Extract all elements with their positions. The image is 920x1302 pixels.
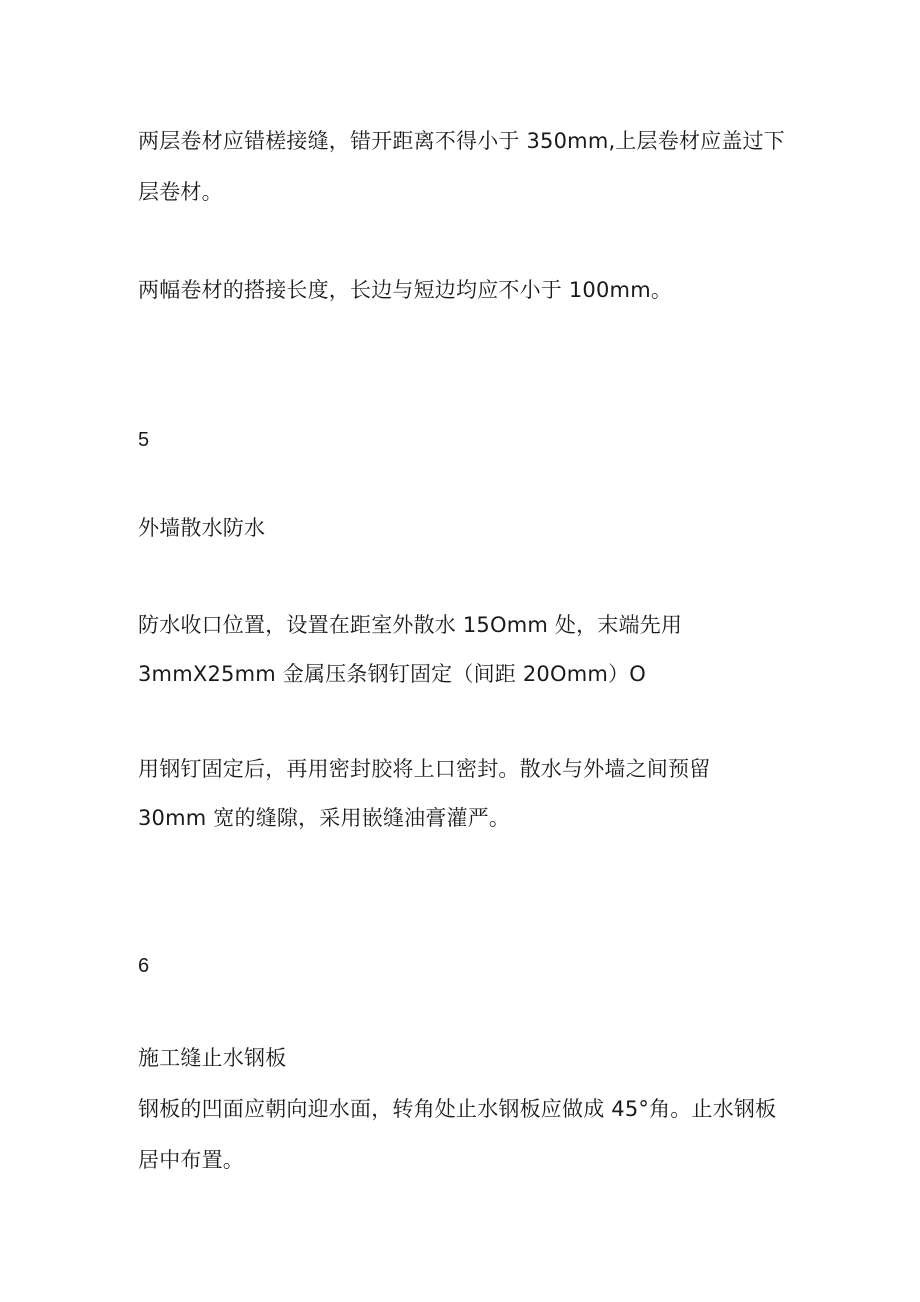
section-number: 6 <box>138 955 150 977</box>
paragraph-line: 钢板的凹面应朝向迎水面，转角处止水钢板应做成 45°角。止水钢板 <box>138 1097 777 1121</box>
paragraph-line: 两幅卷材的搭接长度，长边与短边均应不小于 100mm。 <box>138 278 673 302</box>
paragraph-line: 3mmX25mm 金属压条钢钉固定（间距 20Omm）O <box>138 662 646 686</box>
paragraph-line: 防水收口位置，设置在距室外散水 15Omm 处，末端先用 <box>138 613 683 637</box>
paragraph-line: 层卷材。 <box>138 180 223 204</box>
section-number: 5 <box>138 429 150 451</box>
paragraph-line: 居中布置。 <box>138 1148 244 1172</box>
paragraph-line: 30mm 宽的缝隙，采用嵌缝油膏灌严。 <box>138 806 511 830</box>
section-title: 外墙散水防水 <box>138 516 266 540</box>
section-title: 施工缝止水钢板 <box>138 1046 287 1070</box>
paragraph-line: 用钢钉固定后，再用密封胶将上口密封。散水与外墙之间预留 <box>138 757 711 781</box>
paragraph-line: 两层卷材应错槎接缝，错开距离不得小于 350mm,上层卷材应盖过下 <box>138 129 785 153</box>
